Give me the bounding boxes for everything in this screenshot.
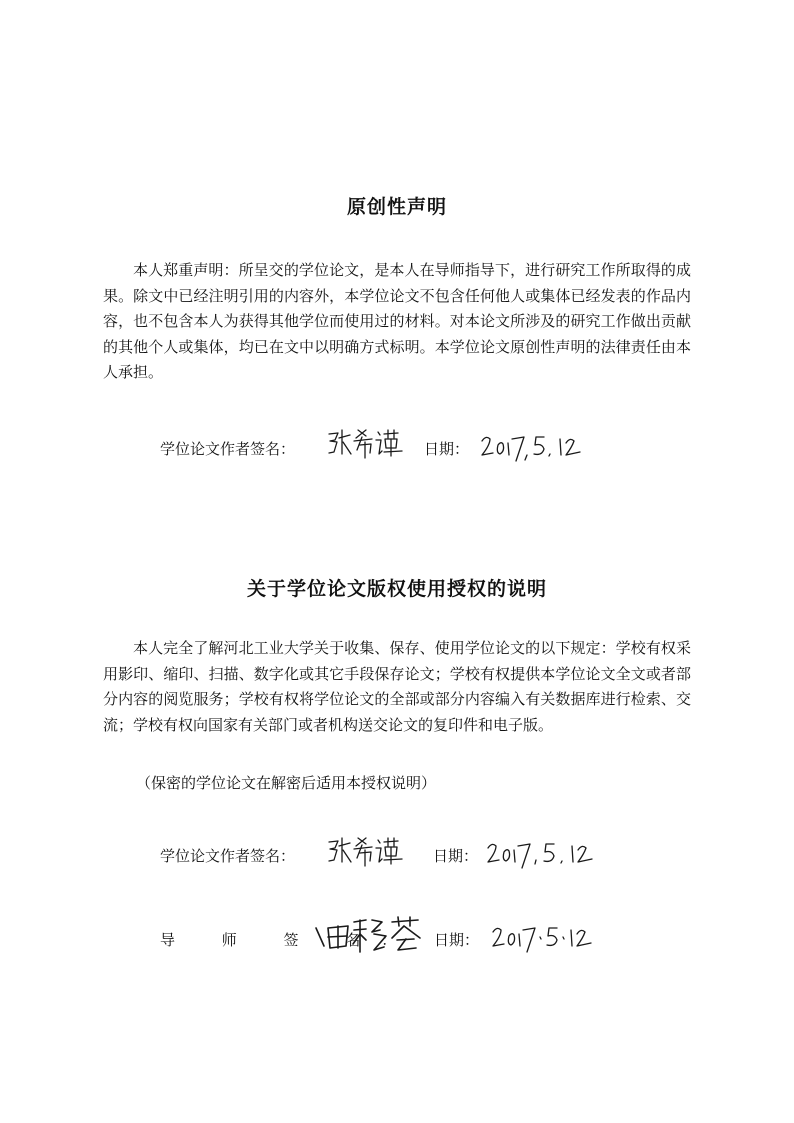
authorization-note: （保密的学位论文在解密后适用本授权说明）	[136, 774, 437, 792]
originality-title: 原创性声明	[346, 196, 447, 218]
originality-body: 本人郑重声明：所呈交的学位论文，是本人在导师指导下，进行研究工作所取得的成果。除文中已经注明引用的内容外，本学位论文不包含任何他人或集体已经发表的作品内容，也不包含本人为获得其他学位而使用过的材料。对本论文所涉及的研究工作做出贡献的其他个人或集体，均已在文中以明确方式标明。本学位论文原创性声明的法律责任由本人承担。	[103, 261, 691, 381]
originality-author-sign-label: 学位论文作者签名：	[160, 440, 296, 458]
originality-date-label: 日期：	[424, 440, 470, 458]
authorization-author-date-value	[486, 836, 596, 870]
authorization-title: 关于学位论文版权使用授权的说明	[246, 578, 547, 600]
authorization-author-signature-image	[326, 834, 408, 868]
advisor-signature-image	[314, 914, 426, 956]
advisor-sign-label: 导 师 签 名：	[160, 931, 418, 949]
originality-date-value	[480, 429, 584, 463]
advisor-date-label: 日期：	[434, 931, 480, 949]
originality-author-signature-image	[326, 426, 408, 460]
authorization-author-date-label: 日期：	[433, 847, 479, 865]
authorization-author-sign-label: 学位论文作者签名：	[160, 847, 296, 865]
authorization-body: 本人完全了解河北工业大学关于收集、保存、使用学位论文的以下规定：学校有权采用影印、缩印、扫描、数字化或其它手段保存论文；学校有权提供本学位论文全文或者部分内容的阅览服务；学校有权将学位论文的全部或部分内容编入有关数据库进行检索、交流；学校有权向国家有关部门或者机构送交论文的复印件和电子版。	[103, 639, 691, 734]
advisor-date-value	[491, 920, 595, 954]
